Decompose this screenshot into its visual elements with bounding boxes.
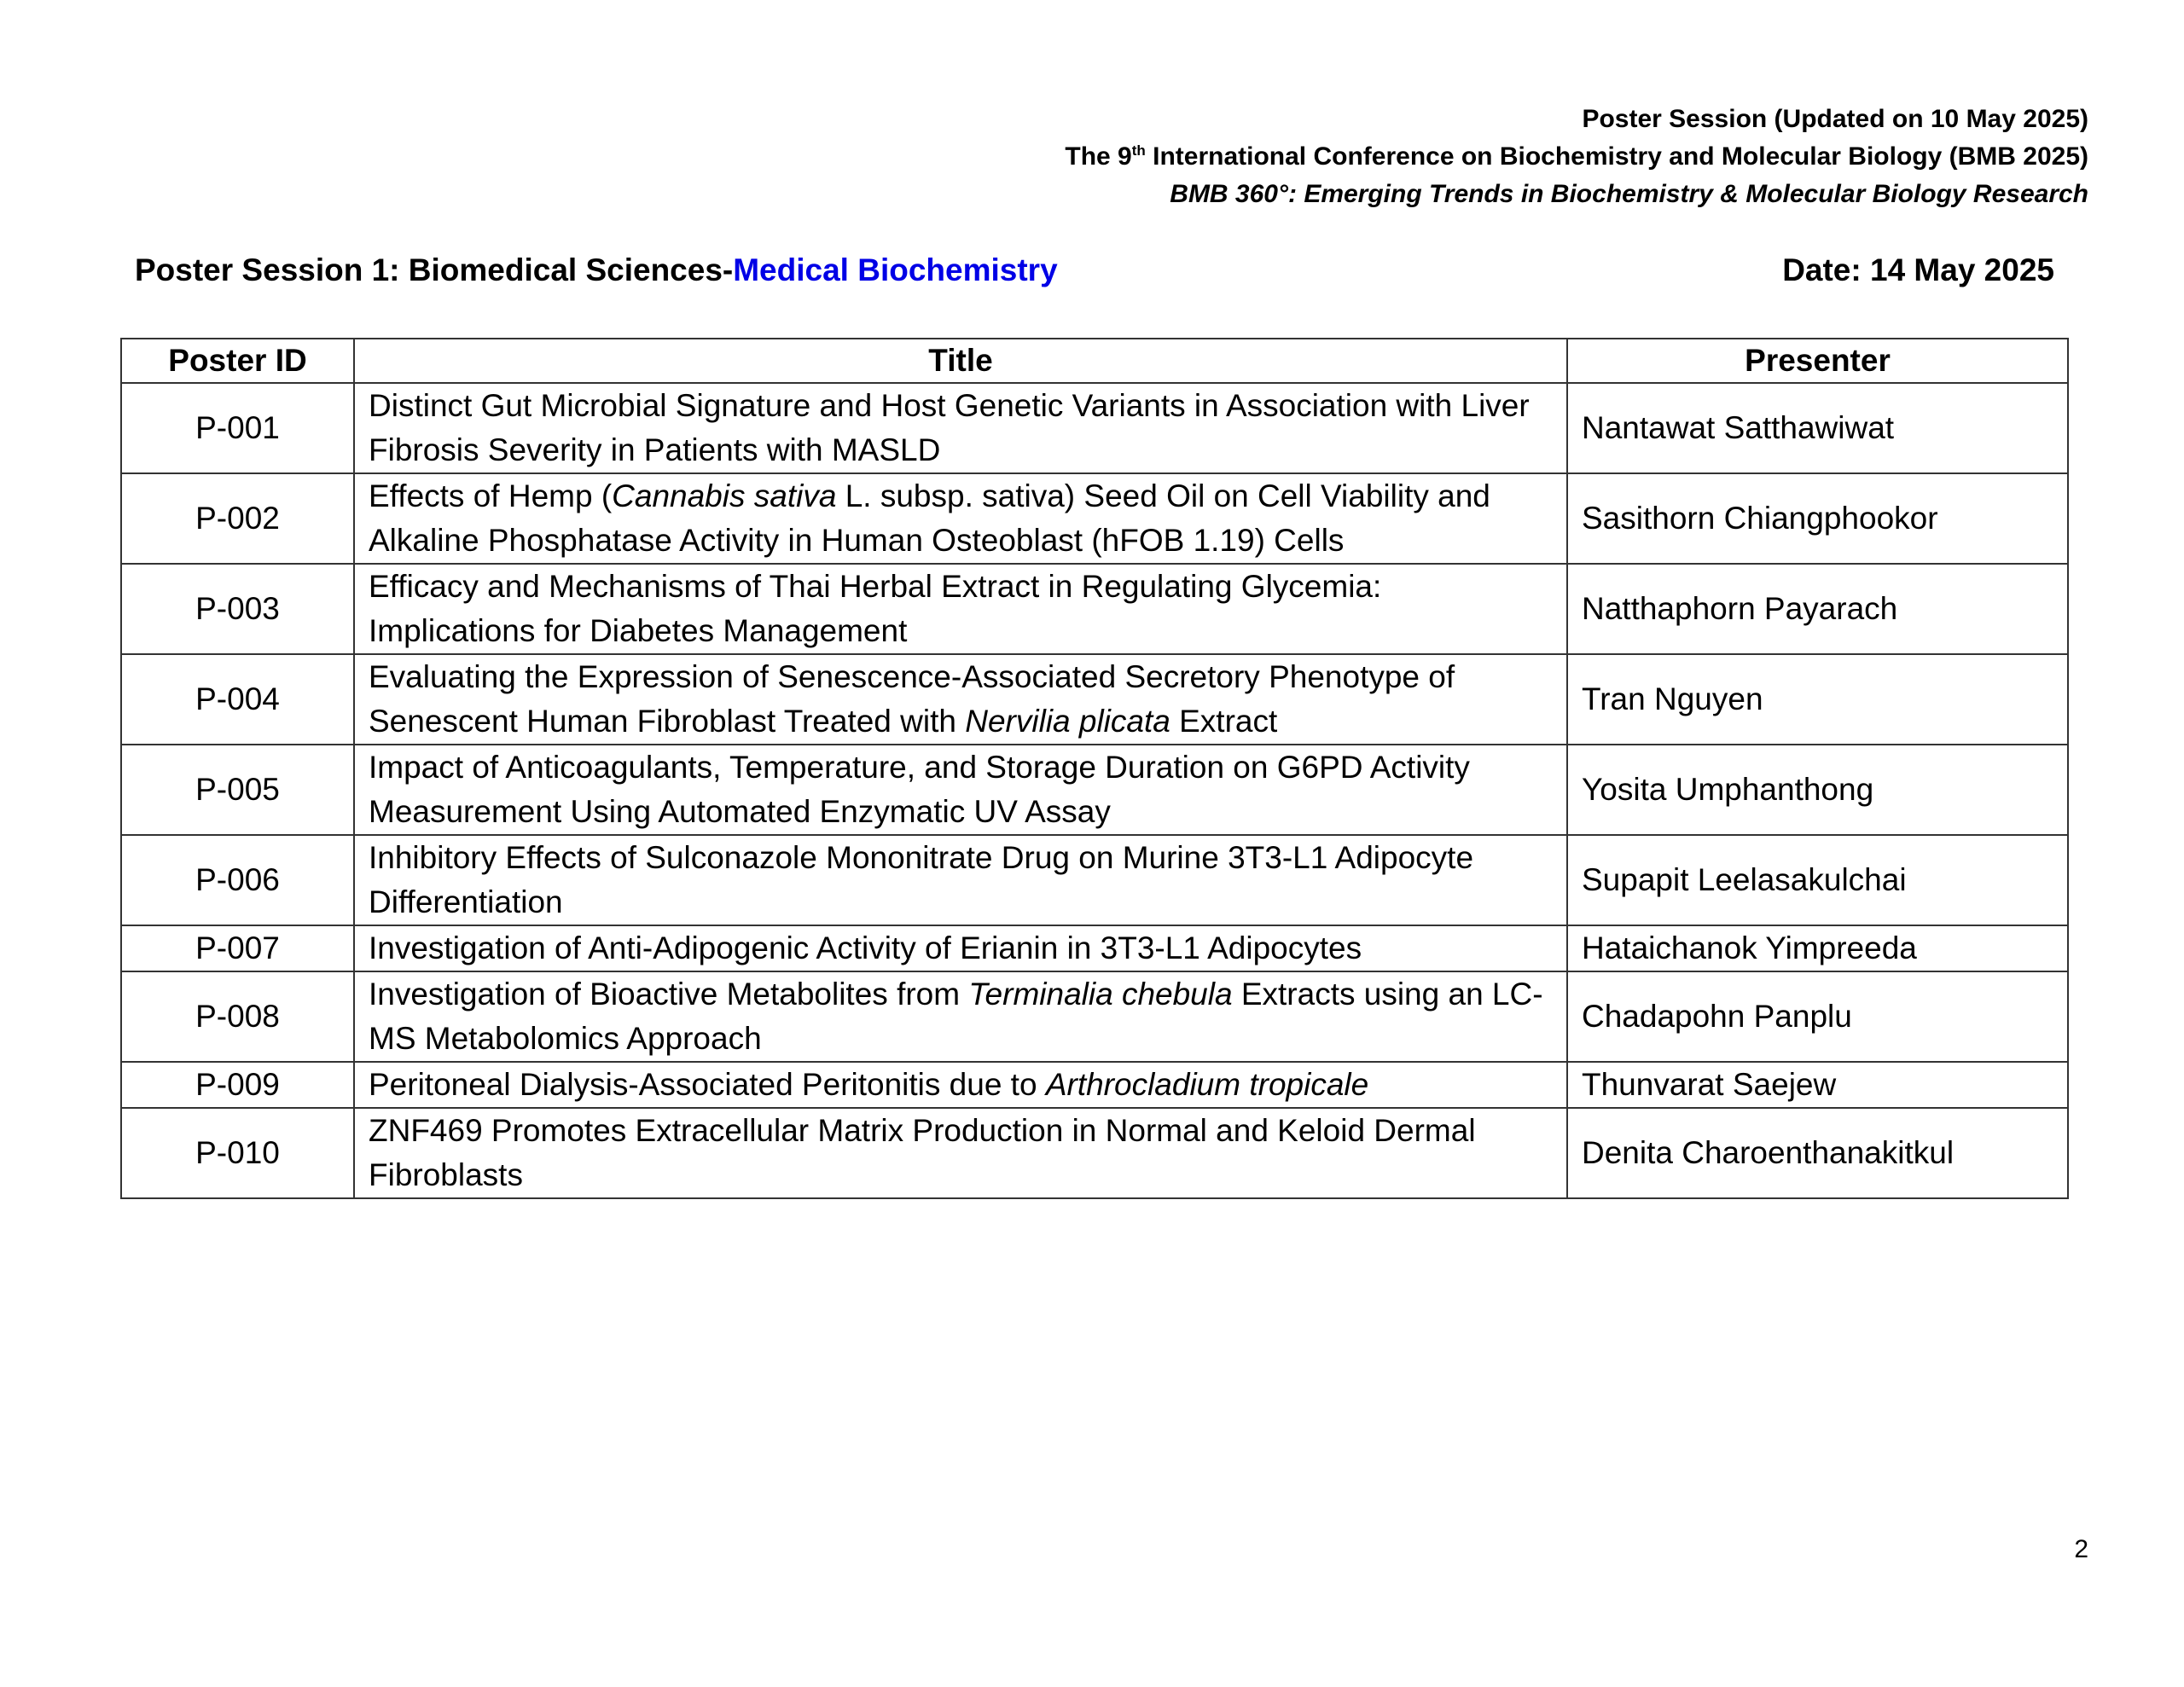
title-text: ZNF469 Promotes Extracellular Matrix Production in Normal and Keloid Dermal Fibroblasts: [369, 1113, 1476, 1192]
table-row: [121, 564, 2068, 654]
table-body: [121, 383, 2068, 1198]
title-text: Efficacy and Mechanisms of Thai Herbal Extract in Regulating Glycemia: Implications for Diabetes Management: [369, 569, 1382, 648]
poster-id-cell: P-003: [121, 564, 354, 654]
header-theme-line: BMB 360°: Emerging Trends in Biochemistry & Molecular Biology Research: [1170, 180, 2088, 208]
header-update-line: Poster Session (Updated on 10 May 2025): [1582, 105, 2088, 133]
presenter-cell: Tran Nguyen: [1567, 654, 2068, 745]
table-row: [121, 745, 2068, 835]
title-text: Extract: [1170, 704, 1278, 739]
presenter-cell: Natthaphorn Payarach: [1567, 564, 2068, 654]
table-row: [121, 971, 2068, 1062]
presenter-cell: Chadapohn Panplu: [1567, 971, 2068, 1062]
table-row: [121, 1062, 2068, 1108]
table-header-row: [121, 339, 2068, 383]
header-title: Title: [354, 339, 1567, 383]
poster-title-cell: [354, 1108, 1567, 1198]
poster-id-cell: P-008: [121, 971, 354, 1062]
presenter-cell: Supapit Leelasakulchai: [1567, 835, 2068, 925]
header-conference-line: [1065, 138, 2088, 176]
title-text: Distinct Gut Microbial Signature and Host Genetic Variants in Association with Liver Fibrosis Severity in Patients with MASLD: [369, 388, 1530, 467]
poster-id-cell: P-009: [121, 1062, 354, 1108]
poster-id-cell: P-007: [121, 925, 354, 971]
presenter-cell: Hataichanok Yimpreeda: [1567, 925, 2068, 971]
poster-id-cell: P-010: [121, 1108, 354, 1198]
poster-title-cell: [354, 1062, 1567, 1108]
table-row: [121, 835, 2068, 925]
ordinal-suffix: th: [1131, 142, 1146, 159]
presenter-cell: Denita Charoenthanakitkul: [1567, 1108, 2068, 1198]
title-text: Impact of Anticoagulants, Temperature, and Storage Duration on G6PD Activity Measurement Using Automated Enzymatic UV Assay: [369, 750, 1470, 829]
poster-title-cell: [354, 564, 1567, 654]
poster-title-cell: [354, 473, 1567, 564]
header-presenter: Presenter: [1567, 339, 2068, 383]
title-text: Investigation of Anti-Adipogenic Activity of Erianin in 3T3-L1 Adipocytes: [369, 930, 1362, 965]
species-name: Cannabis sativa: [612, 478, 837, 513]
title-text: Effects of Hemp (: [369, 478, 613, 513]
table-row: [121, 383, 2068, 473]
header-poster-id: Poster ID: [121, 339, 354, 383]
session-title-highlight: Medical Biochemistry: [733, 252, 1058, 287]
conference-prefix: The 9: [1065, 142, 1132, 171]
page-number: 2: [2074, 1535, 2088, 1563]
title-text: Peritoneal Dialysis-Associated Peritonitis due to: [369, 1067, 1046, 1102]
poster-title-cell: [354, 971, 1567, 1062]
poster-id-cell: P-001: [121, 383, 354, 473]
title-text: L. subsp. sativa) Seed Oil on Cell Viability and Alkaline Phosphatase Activity in Human Osteoblast (hFOB 1.19) Cells: [369, 478, 1490, 558]
session-date: Date: 14 May 2025: [1782, 252, 2054, 287]
session-title-prefix: Poster Session 1: Biomedical Sciences-: [135, 252, 734, 287]
species-name: Terminalia chebula: [968, 977, 1233, 1012]
poster-id-cell: P-002: [121, 473, 354, 564]
title-text: Inhibitory Effects of Sulconazole Mononitrate Drug on Murine 3T3-L1 Adipocyte Differentiation: [369, 840, 1474, 919]
table-row: [121, 473, 2068, 564]
session-title: [135, 252, 1058, 288]
poster-title-cell: [354, 835, 1567, 925]
poster-title-cell: [354, 383, 1567, 473]
poster-id-cell: P-004: [121, 654, 354, 745]
presenter-cell: Thunvarat Saejew: [1567, 1062, 2068, 1108]
table-row: [121, 1108, 2068, 1198]
title-text: Extracts using an LC-MS Metabolomics Approach: [369, 977, 1543, 1056]
poster-title-cell: [354, 925, 1567, 971]
poster-schedule-table: [120, 338, 2069, 1199]
title-text: Investigation of Bioactive Metabolites from: [369, 977, 969, 1012]
species-name: Nervilia plicata: [965, 704, 1170, 739]
table-row: [121, 654, 2068, 745]
title-text: Evaluating the Expression of Senescence-Associated Secretory Phenotype of Senescent Human Fibroblast Treated with: [369, 659, 1455, 739]
presenter-cell: Sasithorn Chiangphookor: [1567, 473, 2068, 564]
presenter-cell: Yosita Umphanthong: [1567, 745, 2068, 835]
species-name: Arthrocladium tropicale: [1045, 1067, 1369, 1102]
poster-title-cell: [354, 745, 1567, 835]
table-row: [121, 925, 2068, 971]
conference-name: International Conference on Biochemistry and Molecular Biology (BMB 2025): [1145, 142, 2088, 171]
poster-id-cell: P-005: [121, 745, 354, 835]
poster-title-cell: [354, 654, 1567, 745]
poster-id-cell: P-006: [121, 835, 354, 925]
presenter-cell: Nantawat Satthawiwat: [1567, 383, 2068, 473]
